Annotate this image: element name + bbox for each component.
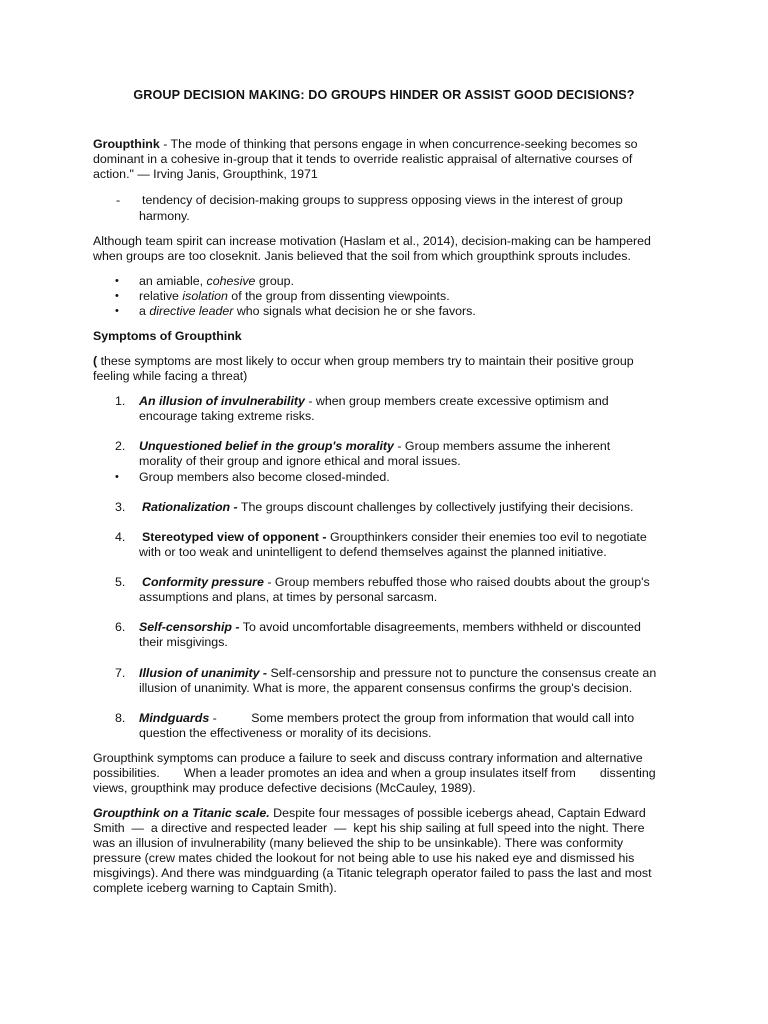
- titanic-line-5: misgivings). And there was mindguarding (a Titanic telegraph operator failed to pass the last and most: [93, 866, 652, 880]
- failure-line-2: possibilities. When a leader promotes an idea and when a group insulates itself from dissenting: [93, 766, 656, 780]
- bullet-text: a: [139, 304, 150, 318]
- page-title: GROUP DECISION MAKING: DO GROUPS HINDER OR ASSIST GOOD DECISIONS?: [133, 88, 635, 102]
- bullet-text-end: of the group from dissenting viewpoints.: [227, 289, 450, 303]
- symptom-text: To avoid uncomfortable disagreements, members withheld or discounted: [239, 620, 641, 634]
- failure-paragraph: [93, 751, 683, 796]
- groupthink-definition: [93, 137, 683, 182]
- symptom-text-line-2: with or too weak and unintelligent to defend themselves against the planned initiative.: [139, 545, 607, 559]
- failure-line-3: views, groupthink may produce defective decisions (McCauley, 1989).: [93, 781, 476, 795]
- item-number: 8.: [115, 711, 126, 725]
- symptom-term: Self-censorship -: [139, 620, 240, 634]
- symptom-text: Groupthinkers consider their enemies too evil to negotiate: [326, 530, 647, 544]
- titanic-line-3: was an illusion of invulnerability (many believed the ship to be unsinkable). There was conformity: [93, 836, 624, 850]
- dash-item-line-2: harmony.: [139, 209, 190, 223]
- symptom-term: An illusion of invulnerability: [139, 394, 305, 408]
- team-spirit-line-1: Although team spirit can increase motivation (Haslam et al., 2014), decision-making can be hampered: [93, 234, 651, 248]
- symptom-text: - Group members assume the inherent: [393, 439, 611, 453]
- dash-item-line-1: tendency of decision-making groups to suppress opposing views in the interest of group: [142, 193, 623, 207]
- item-number: 7.: [115, 666, 126, 680]
- titanic-line-6: complete iceberg warning to Captain Smith).: [93, 881, 337, 895]
- bullet-emphasis: cohesive: [206, 274, 256, 288]
- dash-marker: -: [116, 193, 121, 207]
- bullet-marker: •: [115, 290, 119, 302]
- symptom-term: Conformity pressure: [142, 575, 264, 589]
- symptom-term: Unquestioned belief in the group's morality: [139, 439, 394, 453]
- item-number: 3.: [115, 500, 126, 514]
- symptom-text-line-2: encourage taking extreme risks.: [139, 409, 315, 423]
- titanic-term: Groupthink on a Titanic scale.: [93, 806, 270, 820]
- bullet-marker: •: [115, 471, 119, 483]
- bullet-marker: •: [115, 305, 119, 317]
- bullet-text: relative: [139, 289, 183, 303]
- titanic-line-4: pressure (crew mates chided the lookout for not being able to use his naked eye and dismissed his: [93, 851, 635, 865]
- symptom-text: - Group members rebuffed those who raised doubts about the group's: [263, 575, 650, 589]
- symptoms-intro: [93, 354, 683, 384]
- titanic-line-1: Despite four messages of possible icebergs ahead, Captain Edward: [269, 806, 646, 820]
- intro-line-2: feeling while facing a threat): [93, 369, 248, 383]
- symptom-text-line-2: morality of their group and ignore ethical and moral issues.: [139, 454, 461, 468]
- item-number: 6.: [115, 620, 126, 634]
- bullet-marker: •: [115, 275, 119, 287]
- item-number: 5.: [115, 575, 126, 589]
- symptom-term: Illusion of unanimity -: [139, 666, 268, 680]
- symptom-text-line-2: assumptions and plans, at times by personal sarcasm.: [139, 590, 438, 604]
- bullet-text: an amiable,: [139, 274, 207, 288]
- item-number: 4.: [115, 530, 126, 544]
- failure-line-1: Groupthink symptoms can produce a failure to seek and discuss contrary information and alternative: [93, 751, 643, 765]
- symptom-text: - Some members protect the group from information that would call into: [209, 711, 635, 725]
- definition-line-3: action." — Irving Janis, Groupthink, 1971: [93, 167, 318, 181]
- symptom-term: Mindguards: [139, 711, 210, 725]
- bullet-emphasis: directive leader: [149, 304, 234, 318]
- titanic-line-2: Smith — a directive and respected leader — kept his ship sailing at full speed into the night. There: [93, 821, 645, 835]
- definition-line-1: - The mode of thinking that persons engage in when concurrence-seeking becomes so: [159, 137, 638, 151]
- intro-paren: (: [93, 354, 98, 368]
- symptom-text: Self-censorship and pressure not to puncture the consensus create an: [267, 666, 657, 680]
- symptom-term: Stereotyped view of opponent -: [142, 530, 327, 544]
- bullet-text-end: who signals what decision he or she favors.: [233, 304, 476, 318]
- symptom-text-line-2: illusion of unanimity. What is more, the apparent consensus confirms the group's decision.: [139, 681, 633, 695]
- item-number: 2.: [115, 439, 126, 453]
- symptom-text: - when group members create excessive optimism and: [304, 394, 609, 408]
- team-spirit-line-2: when groups are too closeknit. Janis believed that the soil from which groupthink sprouts includes.: [93, 249, 631, 263]
- symptom-text-line-2: their misgivings.: [139, 635, 228, 649]
- team-spirit-paragraph: [93, 234, 683, 264]
- bullet-text: Group members also become closed-minded.: [139, 470, 390, 484]
- intro-line-1: these symptoms are most likely to occur when group members try to maintain their positive group: [97, 354, 634, 368]
- symptom-text-line-2: question the effectiveness or morality of its decisions.: [139, 726, 432, 740]
- symptom-text: The groups discount challenges by collectively justifying their decisions.: [237, 500, 634, 514]
- symptoms-heading: Symptoms of Groupthink: [93, 329, 242, 343]
- groupthink-term: Groupthink: [93, 137, 160, 151]
- item-number: 1.: [115, 394, 126, 408]
- bullet-emphasis: isolation: [182, 289, 228, 303]
- definition-line-2: dominant in a cohesive in-group that it tends to override realistic appraisal of alternative courses of: [93, 152, 633, 166]
- bullet-text-end: group.: [255, 274, 294, 288]
- symptom-term: Rationalization -: [142, 500, 238, 514]
- titanic-paragraph: [93, 806, 683, 896]
